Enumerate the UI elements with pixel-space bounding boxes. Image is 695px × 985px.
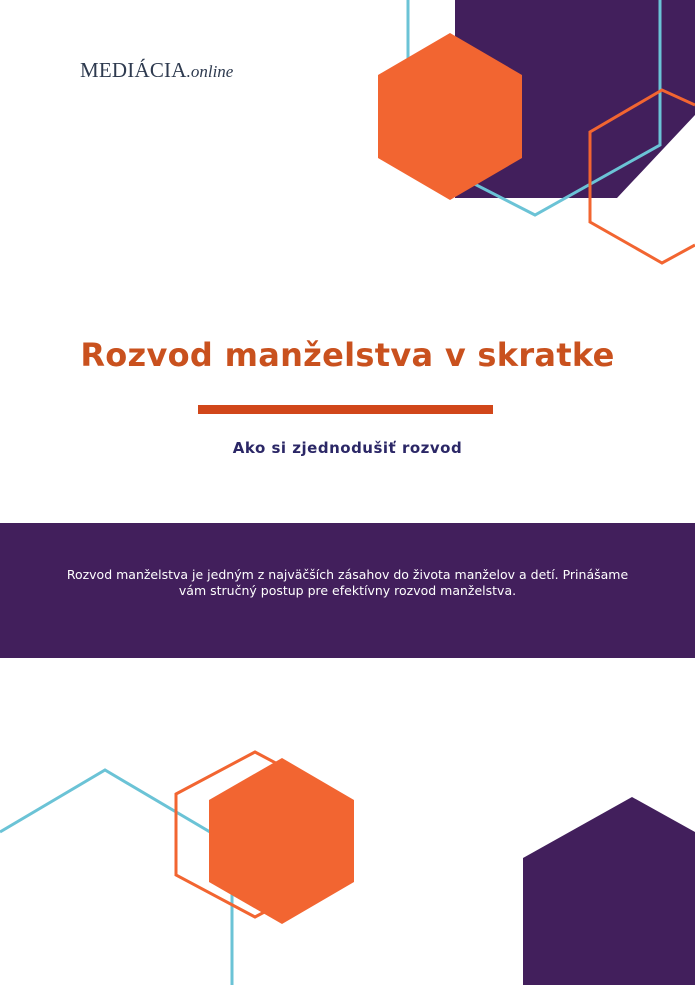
- title-underline: [198, 405, 493, 414]
- intro-text: [60, 567, 635, 599]
- page-title: Rozvod manželstva v skratke: [80, 336, 615, 374]
- teal-hexagon-outline-bottom: [0, 770, 232, 985]
- logo-main-text: MEDIÁCIA: [80, 58, 187, 82]
- logo-sub-text: .online: [186, 62, 234, 81]
- page-subtitle: Ako si zjednodušiť rozvod: [232, 439, 463, 457]
- intro-text-line-2: vám stručný postup pre efektívny rozvod manželstva.: [178, 583, 517, 598]
- intro-text-line-1: Rozvod manželstva je jedným z najväčších zásahov do života manželov a detí. Prinášame: [66, 567, 629, 582]
- logo: [80, 58, 233, 83]
- purple-hexagon-bottom: [523, 797, 695, 985]
